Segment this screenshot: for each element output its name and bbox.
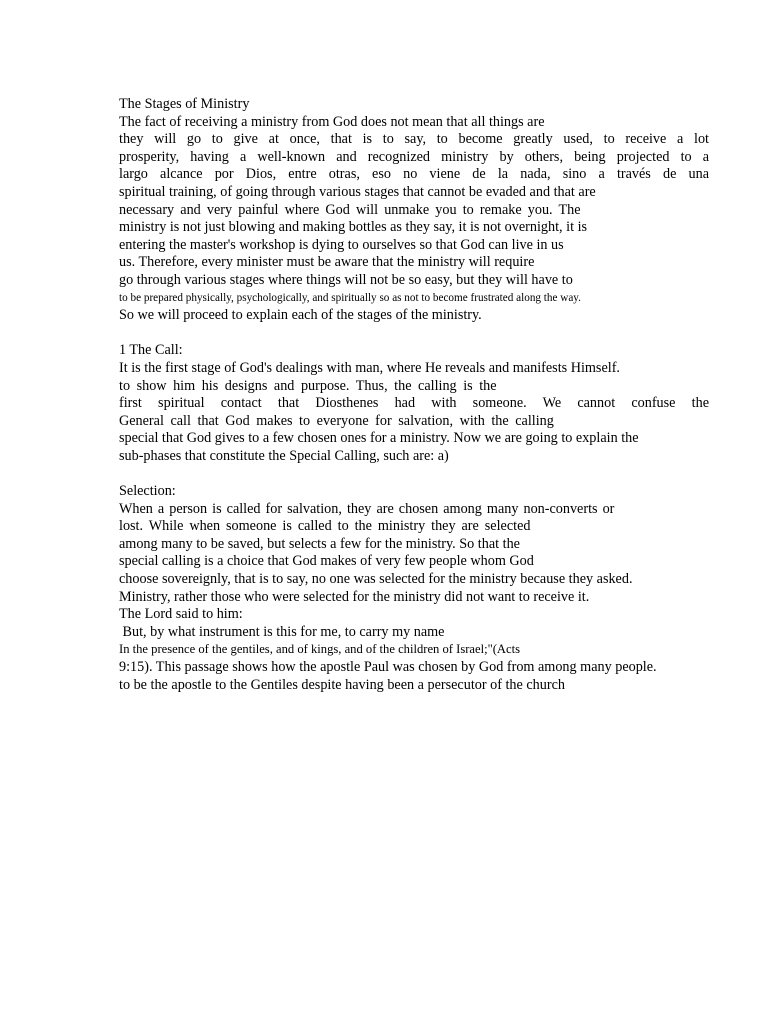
- paragraph-line: 9:15). This passage shows how the apostle Paul was chosen by God from among many people.: [119, 659, 657, 675]
- paragraph-line: to be prepared physically, psychologically, and spiritually so as not to become frustrated along the way.: [119, 291, 581, 304]
- section-heading-call: 1 The Call:: [119, 342, 183, 359]
- paragraph-line: spiritual training, of going through various stages that cannot be evaded and that are: [119, 183, 596, 200]
- document-title: The Stages of Ministry: [119, 96, 250, 112]
- paragraph-line: The fact of receiving a ministry from God does not mean that all things are: [119, 113, 545, 130]
- paragraph-line: prosperity, having a well-known and recognized ministry by others, being projected to a: [119, 148, 709, 165]
- paragraph-line: to be the apostle to the Gentiles despite having been a persecutor of the church: [119, 676, 565, 693]
- paragraph-line: So we will proceed to explain each of the stages of the ministry.: [119, 307, 482, 324]
- paragraph-line: special that God gives to a few chosen ones for a ministry. Now we are going to explain the: [119, 430, 639, 447]
- document-page: [119, 96, 709, 694]
- paragraph-line: General call that God makes to everyone for salvation, with the calling: [119, 412, 554, 429]
- paragraph-line: go through various stages where things will not be so easy, but they will have to: [119, 271, 573, 288]
- paragraph-line: they will go to give at once, that is to say, to become greatly used, to receive a lot: [119, 131, 709, 148]
- paragraph-line: among many to be saved, but selects a few for the ministry. So that the: [119, 535, 520, 552]
- paragraph-line: But, by what instrument is this for me, to carry my name: [119, 623, 445, 640]
- paragraph-line: sub-phases that constitute the Special Calling, such are: a): [119, 447, 449, 464]
- paragraph-line: It is the first stage of God's dealings with man, where He reveals and manifests Himself.: [119, 359, 620, 376]
- paragraph-gap: [119, 325, 709, 343]
- paragraph-line: entering the master's workshop is dying to ourselves so that God can live in us: [119, 236, 564, 253]
- paragraph-line: choose sovereignly, that is to say, no one was selected for the ministry because they asked.: [119, 571, 633, 588]
- paragraph-line: necessary and very painful where God will unmake you to remake you. The: [119, 201, 581, 218]
- paragraph-line: special calling is a choice that God makes of very few people whom God: [119, 553, 534, 570]
- paragraph-line: The Lord said to him:: [119, 606, 243, 623]
- paragraph-line: Ministry, rather those who were selected for the ministry did not want to receive it.: [119, 588, 590, 605]
- paragraph-line: lost. While when someone is called to the ministry they are selected: [119, 518, 531, 535]
- paragraph-line: In the presence of the gentiles, and of kings, and of the children of Israel;"(Acts: [119, 642, 521, 657]
- paragraph-gap: [119, 465, 709, 483]
- paragraph-line: to show him his designs and purpose. Thus, the calling is the: [119, 377, 497, 394]
- paragraph-line: largo alcance por Dios, entre otras, eso no viene de la nada, sino a través de una: [119, 166, 709, 183]
- paragraph-line: us. Therefore, every minister must be aware that the ministry will require: [119, 254, 535, 271]
- paragraph-line: ministry is not just blowing and making bottles as they say, it is not overnight, it is: [119, 219, 588, 236]
- section-heading-selection: Selection:: [119, 483, 176, 500]
- paragraph-line: When a person is called for salvation, they are chosen among many non-converts or: [119, 500, 615, 517]
- paragraph-line: first spiritual contact that Diosthenes had with someone. We cannot confuse the: [119, 395, 709, 412]
